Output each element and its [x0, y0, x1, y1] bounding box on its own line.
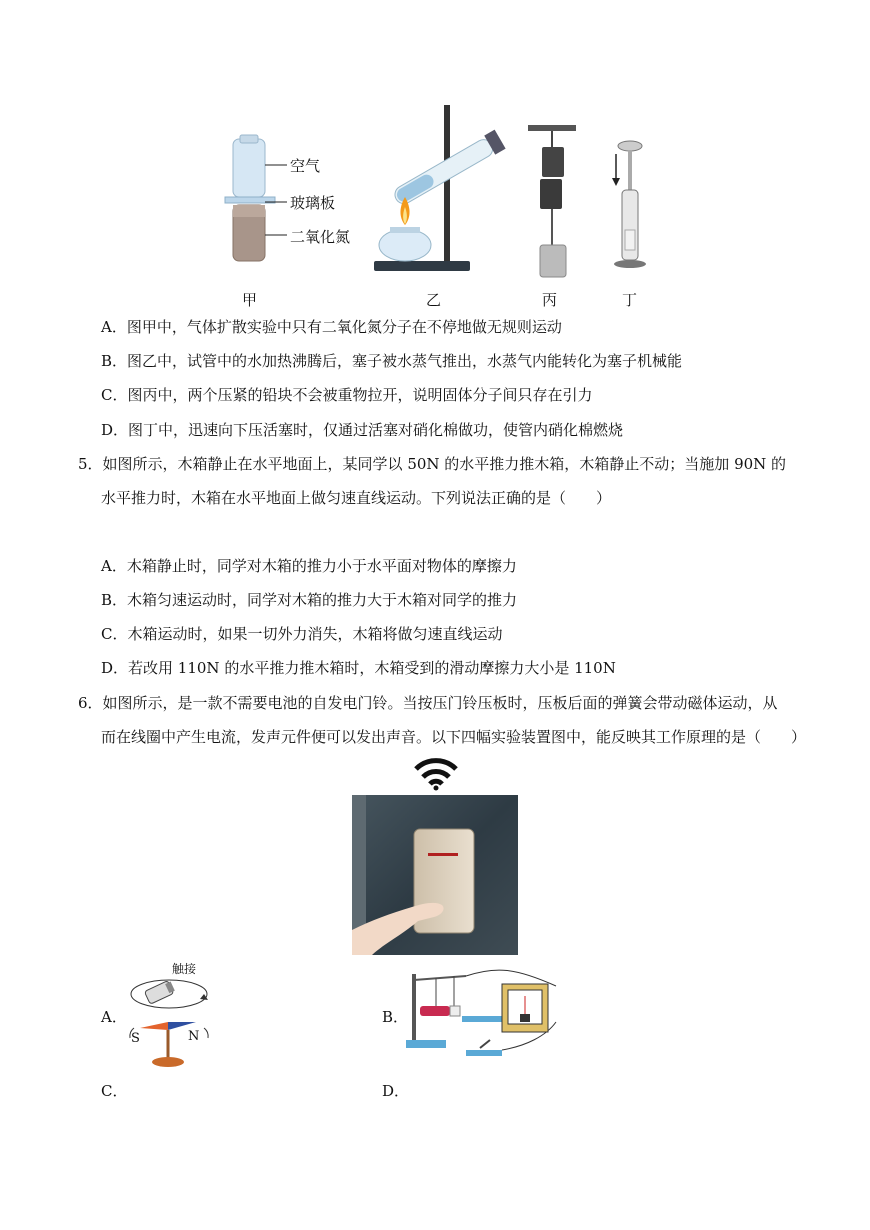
label-glass-plate: 玻璃板 [290, 194, 336, 212]
q5-stem-line1: 5．如图所示，木箱静止在水平地面上，某同学以 50N 的水平推力推木箱，木箱静止不动；当施加 90N 的 [78, 455, 787, 473]
figure-yi-test-tube [370, 105, 510, 275]
q4-option-d: D．图丁中，迅速向下压活塞时，仅通过活塞对硝化棉做功，使管内硝化棉燃烧 [101, 421, 624, 439]
panel-label-jia: 甲 [242, 291, 258, 309]
fig-a-s-label: S [131, 1031, 140, 1046]
fig-a-n-label: N [188, 1029, 200, 1044]
q4-option-c: C．图丙中，两个压紧的铅块不会被重物拉开，说明固体分子间只存在引力 [101, 386, 593, 404]
q6-option-d-letter: D． [382, 1082, 410, 1100]
panel-label-yi: 乙 [426, 291, 442, 309]
q4-option-b: B．图乙中，试管中的水加热沸腾后，塞子被水蒸气推出，水蒸气内能转化为塞子机械能 [101, 352, 683, 370]
q6-option-a-letter: A． [101, 1008, 127, 1026]
q5-stem-line2: 水平推力时，木箱在水平地面上做匀速直线运动。下列说法正确的是（ ） [101, 489, 612, 507]
q4-option-a: A．图甲中，气体扩散实验中只有二氧化氮分子在不停地做无规则运动 [101, 318, 562, 336]
q6-stem-line2: 而在线圈中产生电流，发声元件便可以发出声音。以下四幅实验装置图中，能反映其工作原理的是（ ） [101, 728, 807, 746]
q5-option-c: C．木箱运动时，如果一切外力消失，木箱将做匀速直线运动 [101, 625, 503, 643]
q5-option-a: A．木箱静止时，同学对木箱的推力小于水平面对物体的摩擦力 [101, 557, 517, 575]
figure-ding-fire-syringe [610, 140, 650, 270]
panel-label-ding: 丁 [622, 291, 638, 309]
q6-option-b-letter: B． [382, 1008, 409, 1026]
q5-option-d: D．若改用 110N 的水平推力推木箱时，木箱受到的滑动摩擦力大小是 110N [101, 659, 616, 677]
label-no2: 二氧化氮 [290, 228, 351, 246]
figure-bing-lead-blocks [528, 125, 578, 285]
doorbell-photo [352, 795, 518, 955]
label-air: 空气 [290, 157, 321, 175]
panel-label-bing: 丙 [542, 291, 558, 309]
q6-stem-line1: 6．如图所示，是一款不需要电池的自发电门铃。当按压门铃压板时，压板后面的弹簧会带动磁体运动，从 [78, 694, 778, 712]
wifi-icon [413, 757, 459, 791]
figure-b-induction [406, 966, 558, 1062]
q5-option-b: B．木箱匀速运动时，同学对木箱的推力大于木箱对同学的推力 [101, 591, 518, 609]
fig-a-contact-label: 触接 [172, 962, 197, 976]
q6-option-c-letter: C． [101, 1082, 128, 1100]
figure-a-oersted [124, 972, 214, 1072]
